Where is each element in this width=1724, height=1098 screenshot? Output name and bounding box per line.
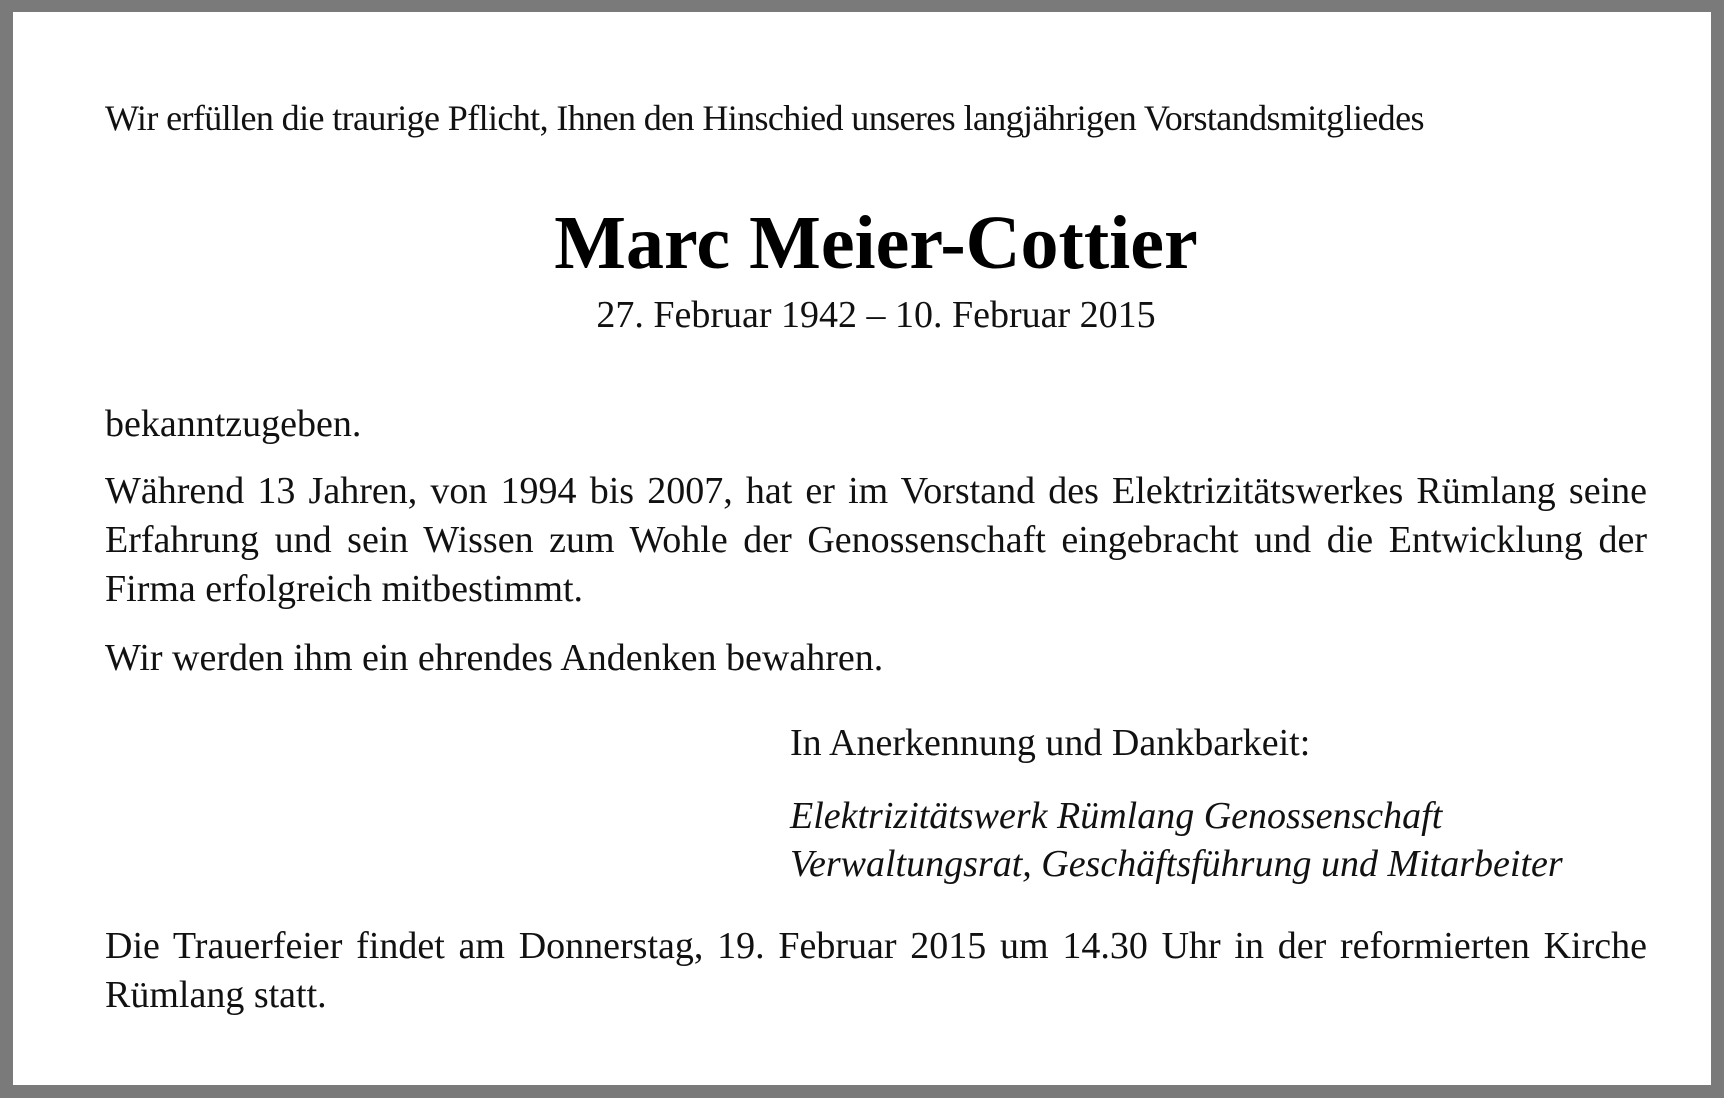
funeral-info: Die Trauerfeier findet am Donnerstag, 19. Februar 2015 um 14.30 Uhr in der reformierten Kirche Rümlang statt.	[105, 925, 1647, 1016]
body-paragraph: Während 13 Jahren, von 1994 bis 2007, hat er im Vorstand des Elektrizitätswerkes Rümlang seine Erfahrung und sein Wissen zum Wohle der Genossenschaft eingebracht und die Entwicklung der Firma erfolgreich mitbestimmt.	[105, 470, 1647, 610]
signature-groups: Verwaltungsrat, Geschäftsführung und Mitarbeiter	[790, 843, 1563, 885]
intro-text: Wir erfüllen die traurige Pflicht, Ihnen den Hinschied unseres langjährigen Vorstandsmitgliedes	[105, 98, 1424, 138]
signature-block	[790, 792, 1563, 888]
life-dates: 27. Februar 1942 – 10. Februar 2015	[596, 294, 1156, 336]
signature-organization: Elektrizitätswerk Rümlang Genossenschaft	[790, 795, 1443, 837]
closing-line: In Anerkennung und Dankbarkeit:	[790, 722, 1311, 764]
deceased-name: Marc Meier-Cottier	[554, 201, 1198, 285]
announce-text: bekanntzugeben.	[105, 403, 362, 445]
remembrance-text: Wir werden ihm ein ehrendes Andenken bewahren.	[105, 637, 884, 679]
